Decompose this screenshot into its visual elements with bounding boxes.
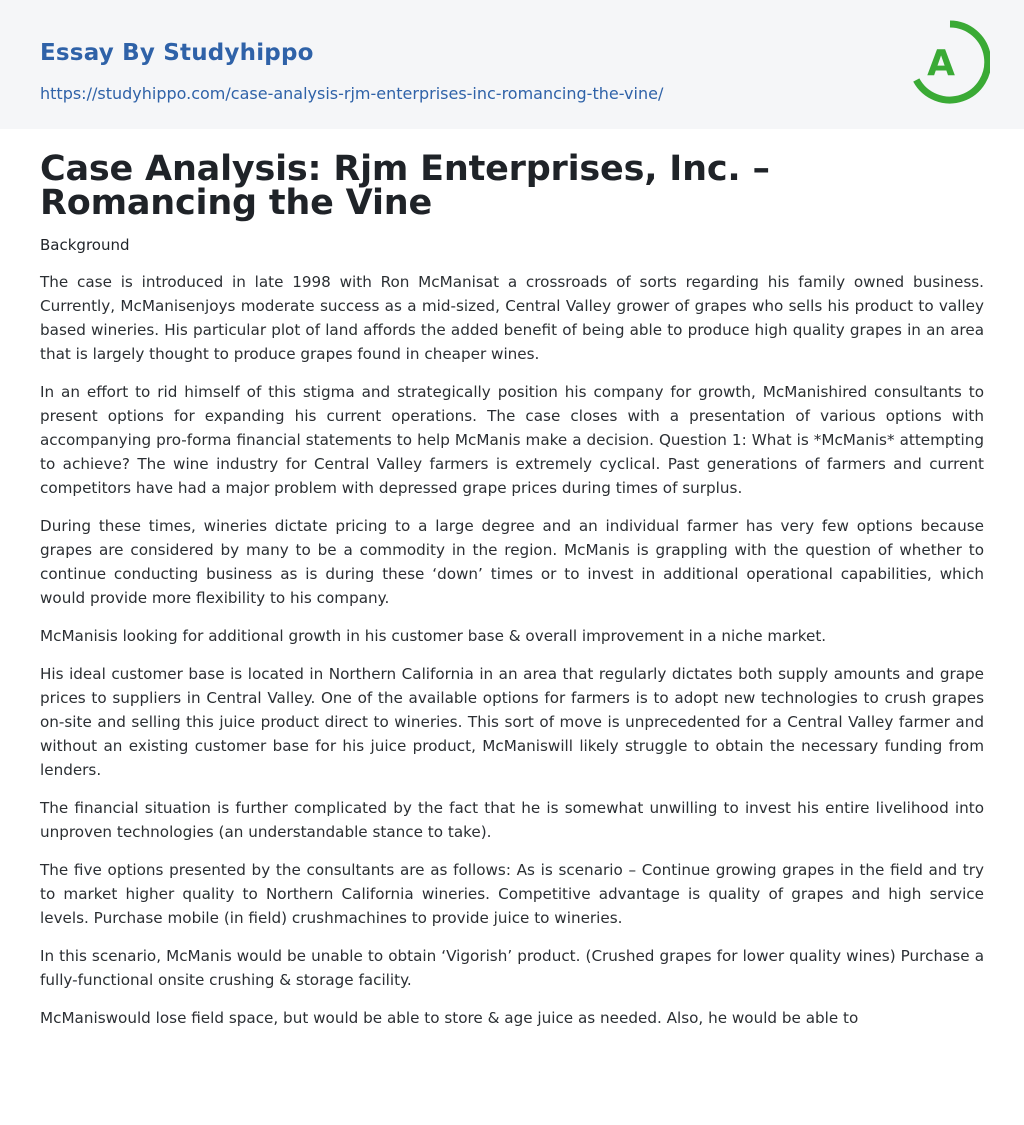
paragraph: During these times, wineries dictate pricing to a large degree and an individual farmer has very few options because grapes are considered by many to be a commodity in the region. McManis is grappling with the question of whether to continue conducting business as is during these ‘down’ times or to invest in additional operational capabilities, which would provide more flexibility to his company. — [40, 517, 984, 607]
site-brand[interactable]: Essay By Studyhippo — [40, 40, 314, 66]
paragraph: The financial situation is further complicated by the fact that he is somewhat unwilling to invest his entire livelihood into unproven technologies (an understandable stance to take). — [40, 799, 984, 841]
logo-letter: A — [927, 43, 955, 84]
paragraph: The case is introduced in late 1998 with Ron McManisat a crossroads of sorts regarding his family owned business. Currently, McManisenjoys moderate success as a mid-sized, Central Valley grower of grapes who sells his product to valley based wineries. His particular plot of land affords the added benefit of being able to produce high quality grapes in an area that is largely thought to produce grapes found in cheaper wines. — [40, 273, 984, 363]
article-body — [0, 149, 1024, 1030]
paragraph: McManisis looking for additional growth in his customer base & overall improvement in a niche market. — [40, 627, 827, 645]
paragraph: His ideal customer base is located in Northern California in an area that regularly dictates both supply amounts and grape prices to suppliers in Central Valley. One of the available options for farmers is to adopt new technologies to crush grapes on-site and selling this juice product direct to wineries. This sort of move is unprecedented for a Central Valley farmer and without an existing customer base for his juice product, McManiswill likely struggle to obtain the necessary funding from lenders. — [40, 665, 984, 779]
section-heading: Background — [40, 236, 130, 254]
paragraph: McManiswould lose field space, but would be able to store & age juice as needed. Also, he would be able to — [40, 1009, 859, 1027]
essay-url-link[interactable]: https://studyhippo.com/case-analysis-rjm-enterprises-inc-romancing-the-vine/ — [40, 84, 664, 103]
studyhippo-logo-icon[interactable] — [910, 18, 990, 108]
page-title: Case Analysis: Rjm Enterprises, Inc. – Romancing the Vine — [40, 149, 770, 223]
paragraph: In this scenario, McManis would be unable to obtain ‘Vigorish’ product. (Crushed grapes for lower quality wines) Purchase a fully-functional onsite crushing & storage facility. — [40, 947, 984, 989]
paragraph: The five options presented by the consultants are as follows: As is scenario – Continue growing grapes in the field and try to market higher quality to Northern California wineries. Competitive advantage is quality of grapes and high service levels. Purchase mobile (in field) crushmachines to provide juice to wineries. — [40, 861, 984, 927]
paragraph: In an effort to rid himself of this stigma and strategically position his company for growth, McManishired consultants to present options for expanding his current operations. The case closes with a presentation of various options with accompanying pro-forma financial statements to help McManis make a decision. Question 1: What is *McManis* attempting to achieve? The wine industry for Central Valley farmers is extremely cyclical. Past generations of farmers and current competitors have had a major problem with depressed grape prices during times of surplus. — [40, 383, 984, 497]
site-header — [0, 0, 1024, 129]
